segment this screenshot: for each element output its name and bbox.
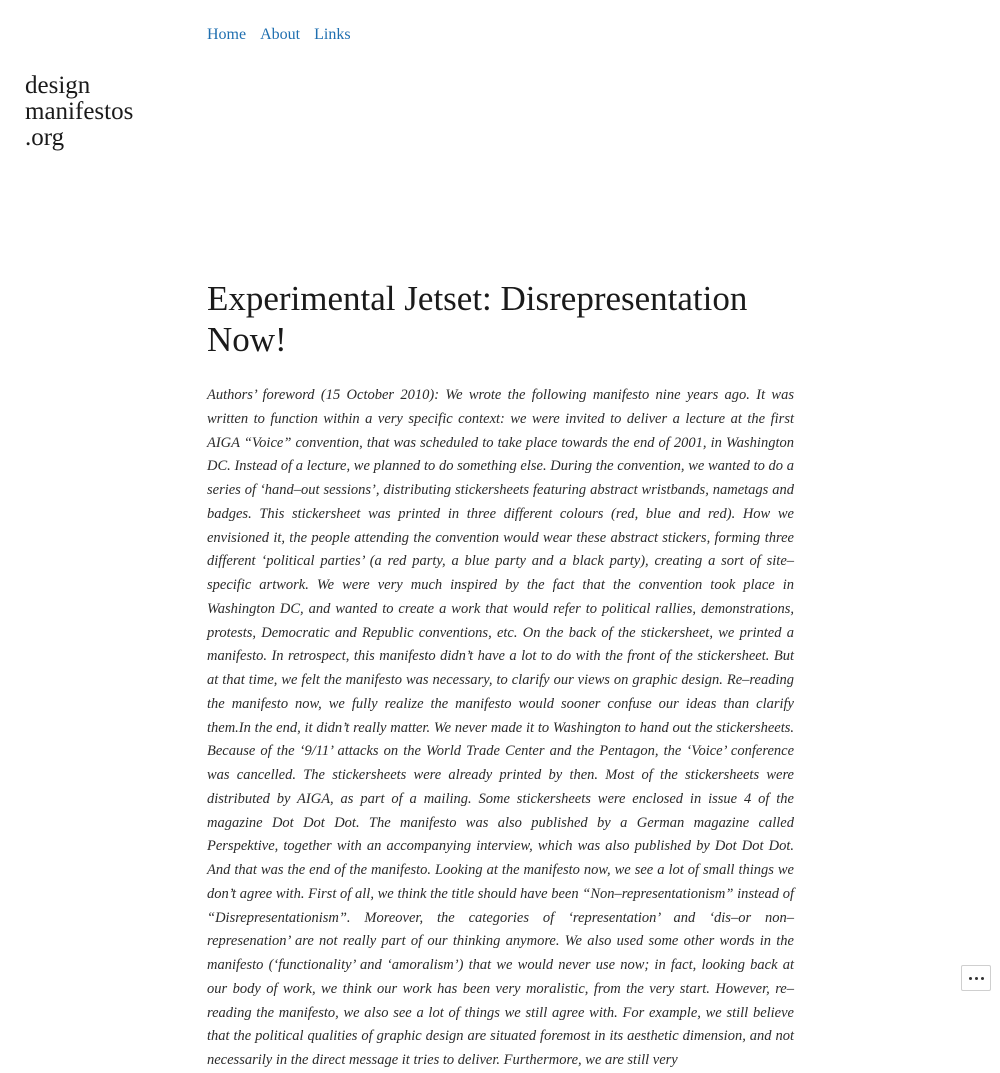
post-title: Experimental Jetset: Disrepresentation Now! [207, 279, 748, 359]
nav-item-home[interactable]: Home [207, 26, 247, 43]
nav-item-links[interactable]: Links [314, 26, 351, 43]
site-title[interactable] [25, 73, 185, 151]
main-navigation [207, 26, 351, 44]
post-body: Authors’ foreword (15 October 2010): We wrote the following manifesto nine years ago. It was written to function within a very specific context: we were invited to deliver a lecture at the first AIGA “Voice” convention, that was scheduled to take place towards the end of 2001, in Washington DC. Instead of a lecture, we planned to do something else. During the convention, we wanted to do a series of ‘hand–out sessions’, distributing stickersheets featuring abstract wristbands, nametags and badges. This stickersheet was printed in three different colours (red, blue and red). How we envisioned it, the people attending the convention would wear these abstract stickers, forming three different ‘political parties’ (a red party, a blue party and a black party), creating a sort of site–specific artwork. We were very much inspired by the fact that the convention took place in Washington DC, and wanted to create a work that would refer to political rallies, demonstrations, protests, Democratic and Republic conventions, etc. On the back of the stickersheet, we printed a manifesto. In retrospect, this manifesto didn’t have a lot to do with the front of the stickersheet. But at that time, we felt the manifesto was necessary, to clarify our views on graphic design. Re–reading the manifesto now, we fully realize the manifesto would sooner confuse our ideas than clarify them.In the end, it didn’t really matter. We never made it to Washington to hand out the stickersheets. Because of the ‘9/11’ attacks on the World Trade Center and the Pentagon, the ‘Voice’ conference was cancelled. The stickersheets were already printed by then. Most of the stickersheets were distributed by AIGA, as part of a mailing. Some stickersheets were enclosed in issue 4 of the magazine Dot Dot Dot. The manifesto was also published by a German magazine called Perspektive, together with an accompanying interview, which was also published by Dot Dot Dot. And that was the end of the manifesto. Looking at the manifesto now, we see a lot of small things we don’t agree with. First of all, we think the title should have been “Non–representationism” instead of “Disrepresentationism”. Moreover, the categories of ‘representation’ and ‘dis–or non–represenation’ are not really part of our thinking anymore. We also used some other words in the manifesto (‘functionality’ and ‘amoralism’) that we would never use now; in fact, looking back at our body of work, we think our work has been very moralistic, from the very start. However, re–reading the manifesto, we also see a lot of things we still agree with. For example, we still believe that the political qualities of graphic design are situated foremost in its aesthetic dimension, and not necessarily in the direct message it tries to deliver. Furthermore, we are still very [207, 387, 794, 1068]
more-actions-button[interactable] [961, 965, 991, 991]
site-title-line-1: design [25, 72, 91, 99]
site-title-line-2: manifestos [25, 98, 134, 125]
ellipsis-icon [969, 977, 984, 980]
site-title-line-3: .org [25, 124, 65, 151]
nav-item-about[interactable]: About [260, 26, 301, 43]
